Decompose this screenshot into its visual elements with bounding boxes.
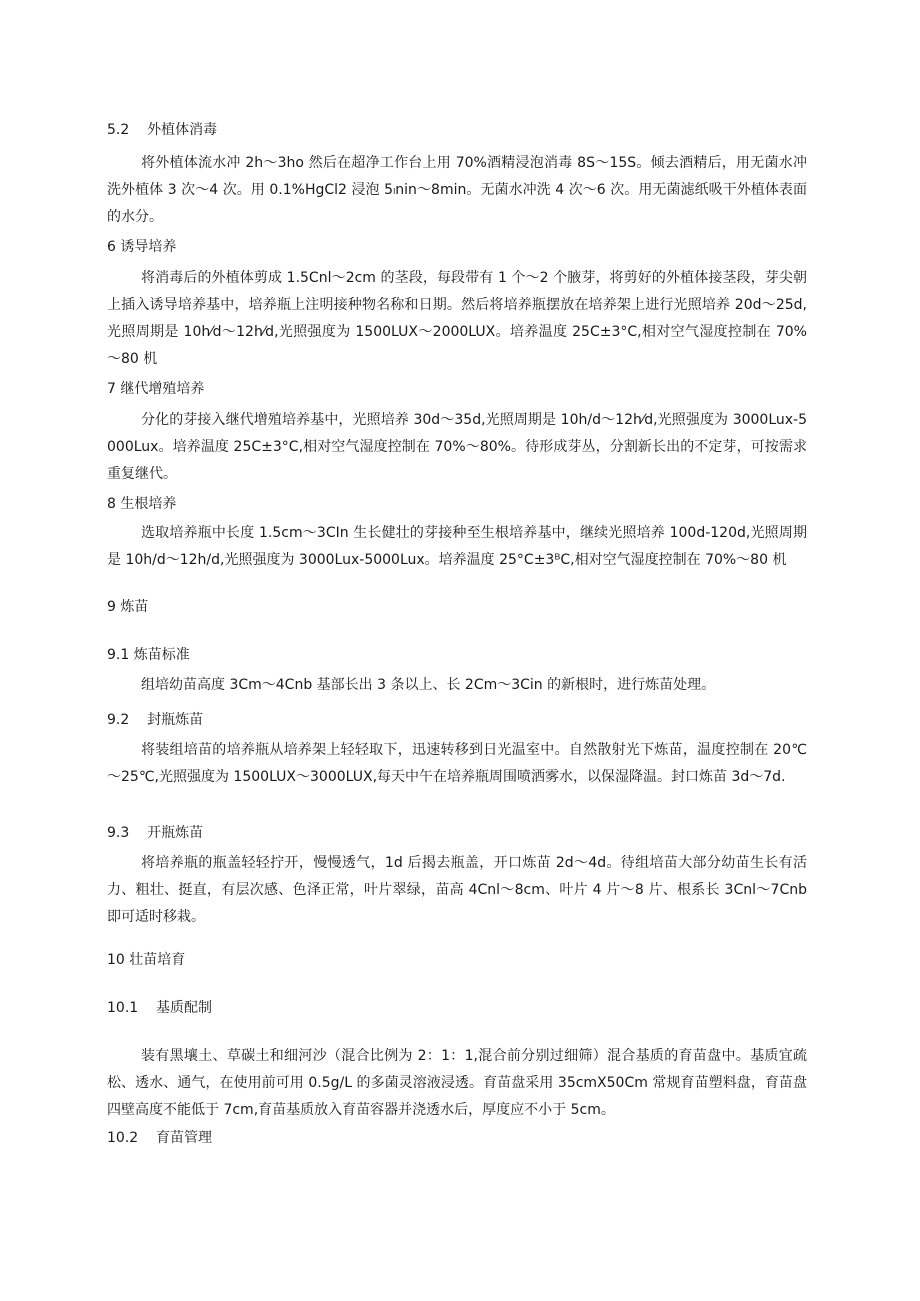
section-paragraph-9-3: 将培养瓶的瓶盖轻轻拧开，慢慢透气，1d 后揭去瓶盖，开口炼苗 2d～4d。待组培苗大部分幼苗生长有活力、粗壮、挺直，有层次感、色泽正常，叶片翠绿，苗高 4Cnl～8cm、叶片 4 片～8 片、根系长 3Cnl～7Cnb 即可适时移栽。 — [107, 855, 807, 925]
section-heading-6: 6 诱导培养 — [107, 239, 177, 255]
section-heading-9-2: 9.2 封瓶炼苗 — [107, 712, 204, 728]
section-heading-10-1: 10.1 基质配制 — [107, 1000, 212, 1016]
section-paragraph-5-2: 将外植体流水冲 2h～3ho 然后在超净工作台上用 70%酒精浸泡消毒 8S～15S。倾去酒精后，用无菌水冲洗外植体 3 次～4 次。用 0.1%HgCl2 浸泡 5ₗnin～8min。无菌水冲洗 4 次～6 次。用无菌滤纸吸干外植体表面的水分。 — [107, 155, 807, 225]
section-heading-5-2: 5.2 外植体消毒 — [107, 122, 218, 138]
section-heading-9: 9 炼苗 — [107, 599, 149, 615]
section-heading-8: 8 生根培养 — [107, 496, 177, 512]
section-paragraph-9-2: 将装组培苗的培养瓶从培养架上轻轻取下，迅速转移到日光温室中。自然散射光下炼苗，温度控制在 20℃～25℃,光照强度为 1500LUX～3000LUX,每天中午在培养瓶周围喷洒雾水，以保湿降温。封口炼苗 3d～7d. — [107, 742, 807, 785]
section-heading-9-3: 9.3 开瓶炼苗 — [107, 825, 204, 841]
section-heading-10: 10 壮苗培育 — [107, 952, 186, 968]
section-paragraph-6: 将消毒后的外植体剪成 1.5Cnl～2cm 的茎段，每段带有 1 个～2 个腋芽，将剪好的外植体接茎段，芽尖朝上插入诱导培养基中，培养瓶上注明接种物名称和日期。然后将培养瓶摆放在培养架上进行光照培养 20d～25d,光照周期是 10h⁄d～12h⁄d,光照强度为 1500LUX～2000LUX。培养温度 25C±3°C,相对空气湿度控制在 70%～80 机 — [107, 270, 807, 367]
section-paragraph-7: 分化的芽接入继代增殖培养基中，光照培养 30d～35d,光照周期是 10h/d～12h⁄d,光照强度为 3000Lux-5000Lux。培养温度 25C±3°C,相对空气湿度控制在 70%～80%。待形成芽丛，分割新长出的不定芽，可按需求重复继代。 — [107, 412, 807, 482]
section-paragraph-10-1: 装有黑壤土、草碳土和细河沙（混合比例为 2：1：1,混合前分别过细筛）混合基质的育苗盘中。基质宜疏松、透水、通气，在使用前可用 0.5g/L 的多菌灵溶液浸透。育苗盘采用 35cmX50Cm 常规育苗塑料盘，育苗盘四壁高度不能低于 7cm,育苗基质放入育苗容器并浇透水后，厚度应不小于 5cm。 — [107, 1048, 807, 1118]
section-paragraph-9-1: 组培幼苗高度 3Cm～4Cnb 基部长出 3 条以上、长 2Cm～3Cin 的新根时，进行炼苗处理。 — [141, 677, 716, 693]
section-paragraph-8: 选取培养瓶中长度 1.5cm～3CIn 生长健壮的芽接种至生根培养基中，继续光照培养 100d-120d,光照周期是 10h/d～12h/d,光照强度为 3000Lux-5000Lux。培养温度 25°C±3ᴮC,相对空气湿度控制在 70%～80 机 — [107, 525, 807, 568]
section-heading-7: 7 继代增殖培养 — [107, 381, 205, 397]
section-heading-10-2: 10.2 育苗管理 — [107, 1130, 212, 1146]
section-heading-9-1: 9.1 炼苗标准 — [107, 647, 190, 663]
